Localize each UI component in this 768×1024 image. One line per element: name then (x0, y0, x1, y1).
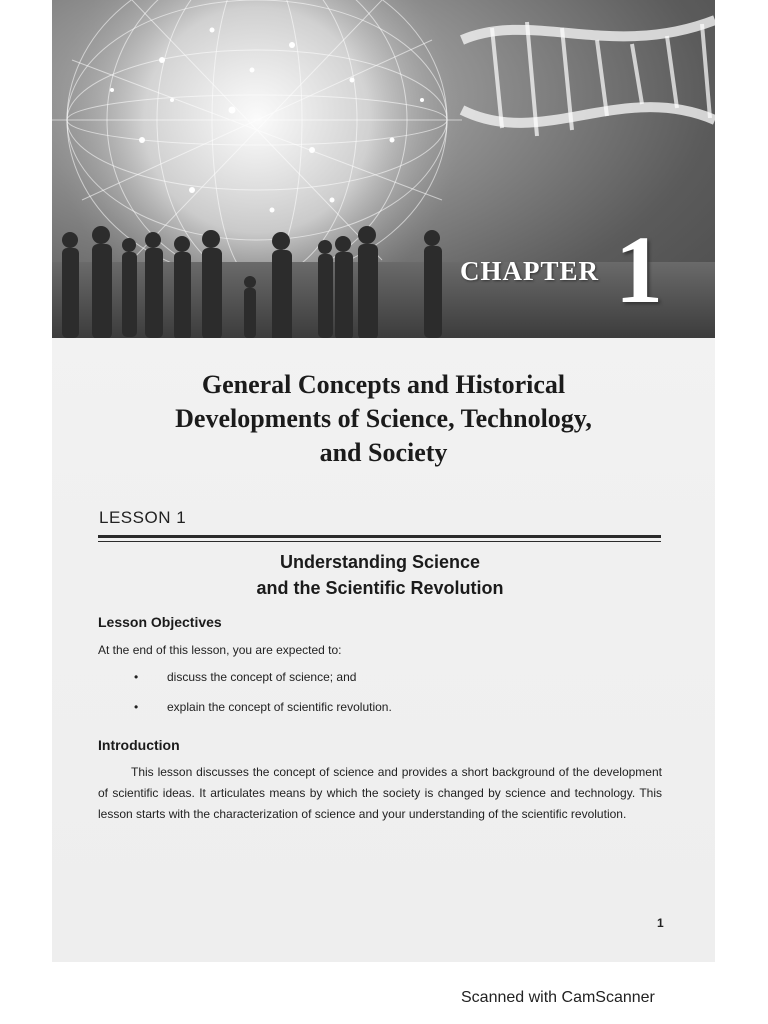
objectives-intro: At the end of this lesson, you are expected to: (98, 643, 342, 657)
bullet-icon: • (134, 670, 139, 684)
objectives-heading: Lesson Objectives (98, 614, 222, 630)
chapter-title-line: Developments of Science, Technology, (175, 404, 592, 433)
page-number: 1 (657, 916, 664, 930)
introduction-paragraph: This lesson discusses the concept of science and provides a short background of the development of scientific ideas. It articulates means by which the society is changed by science and technology. This lesson starts with the characterization of science and your understanding of the scientific revolution. (98, 765, 662, 821)
chapter-label: CHAPTER (460, 256, 600, 286)
bullet-icon: • (134, 700, 139, 714)
chapter-title-line: and Society (319, 438, 448, 467)
chapter-number: 1 (615, 216, 663, 323)
lesson-title-line: and the Scientific Revolution (256, 578, 504, 598)
chapter-banner-image (52, 0, 715, 338)
chapter-title (52, 368, 715, 470)
introduction-heading: Introduction (98, 737, 180, 753)
objective-item: explain the concept of scientific revolution. (167, 700, 392, 714)
scanner-watermark: Scanned with CamScanner (461, 989, 655, 1006)
lesson-title (52, 549, 708, 601)
lesson-title-line: Understanding Science (279, 552, 481, 572)
chapter-title-line: General Concepts and Historical (201, 370, 566, 399)
book-page (52, 0, 715, 962)
objective-item: discuss the concept of science; and (167, 670, 357, 684)
lesson-label: LESSON 1 (99, 508, 187, 527)
divider-thin (98, 541, 661, 542)
divider-thick (98, 535, 661, 538)
